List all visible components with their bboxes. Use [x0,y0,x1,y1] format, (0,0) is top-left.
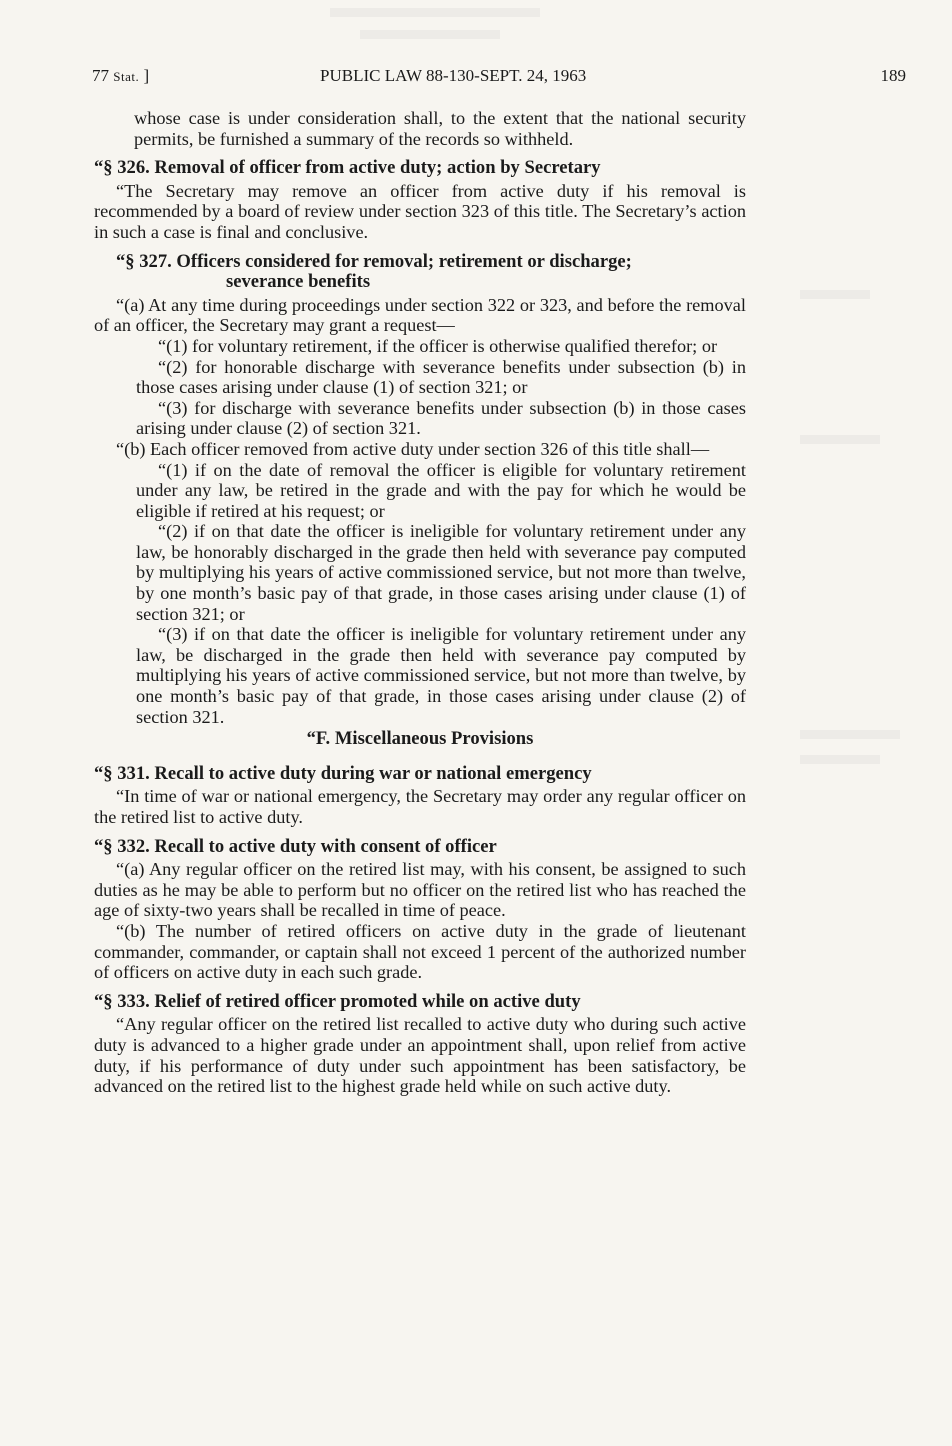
page-header [92,66,906,88]
section-327-subsection-b: “(b) Each officer removed from active duty under section 326 of this title shall— [116,438,710,459]
subpart-f-heading: “F. Miscellaneous Provisions [306,728,534,750]
section-327-heading-line1: “§ 327. Officers considered for removal; retirement or discharge; [116,250,632,272]
section-327-subsection-a: “(a) At any time during proceedings under section 322 or 323, and before the removal of an officer, the Secretary may grant a request— [94,294,746,336]
section-327-a-clause-3: “(3) for discharge with severance benefits under subsection (b) in those cases arising under clause (2) of section 321. [136,397,746,439]
bleed-through-mark [800,755,880,764]
section-326-text: “The Secretary may remove an officer from active duty if his removal is recommended by a board of review under section 323 of this title. The Secretary’s action in such a case is final and conclusive. [94,180,746,242]
document-body [94,108,746,1097]
section-332-subsection-b: “(b) The number of retired officers on active duty in the grade of lieutenant commander, commander, or captain shall not exceed 1 percent of the authorized number of officers on active duty in each such grade. [94,920,746,983]
statute-reference [92,66,149,86]
statute-label: Stat. [113,69,140,84]
section-326-heading: “§ 326. Removal of officer from active duty; action by Secretary [94,157,601,179]
bleed-through-mark [800,290,870,299]
statute-bracket: ] [143,66,150,85]
section-327-b-clause-3: “(3) if on that date the officer is ineligible for voluntary retirement under any law, be discharged in the grade then held with severance pay computed by multiplying his years of active commissioned service, but not more than twelve, by one month’s basic pay of that grade, in those cases arising under clause (2) of section 321. [136,624,746,727]
section-332-heading: “§ 332. Recall to active duty with consent of officer [94,835,497,857]
section-327-b-clause-1: “(1) if on the date of removal the officer is eligible for voluntary retirement under any law, be retired in the grade and with the pay for which he would be eligible if retired at his request; or [136,459,746,521]
section-327-b-clause-2: “(2) if on that date the officer is ineligible for voluntary retirement under any law, be honorably discharged in the grade then held with severance pay computed by multiplying his years of active commissioned service, but not more than twelve, by one month’s basic pay of that grade, in those cases arising under clause (1) of section 321; or [136,521,746,624]
section-332-subsection-a: “(a) Any regular officer on the retired list may, with his consent, be assigned to such duties as he may be able to perform but no officer on the retired list who has reached the age of sixty-two years shall be recalled in time of peace. [94,859,746,921]
page-number: 189 [880,66,906,85]
section-327-a-clause-2: “(2) for honorable discharge with severance benefits under subsection (b) in those cases arising under clause (1) of section 321; or [136,356,746,398]
statute-volume: 77 [92,66,109,85]
bleed-through-mark [330,8,540,17]
section-327-heading [94,252,746,293]
running-title: PUBLIC LAW 88-130-SEPT. 24, 1963 [320,66,587,85]
bleed-through-mark [800,730,900,739]
bleed-through-mark [800,435,880,444]
section-331-text: “In time of war or national emergency, the Secretary may order any regular officer on the retired list to active duty. [94,786,746,827]
section-331-heading: “§ 331. Recall to active duty during war or national emergency [94,762,592,784]
section-327-heading-line2: severance benefits [226,271,371,293]
section-333-text: “Any regular officer on the retired list recalled to active duty who during such active duty is advanced to a higher grade under an appointment shall, upon relief from active duty, if his performance of duty under such appointment has been satisfactory, be advanced on the retired list to the highest grade held while on such active duty. [94,1014,746,1097]
continued-paragraph: whose case is under consideration shall, to the extent that the national security permits, be furnished a summary of the records so withheld. [134,108,746,149]
section-327-a-clause-1: “(1) for voluntary retirement, if the officer is otherwise qualified therefor; or [158,335,718,356]
section-333-heading: “§ 333. Relief of retired officer promoted while on active duty [94,990,581,1012]
bleed-through-mark [360,30,500,39]
